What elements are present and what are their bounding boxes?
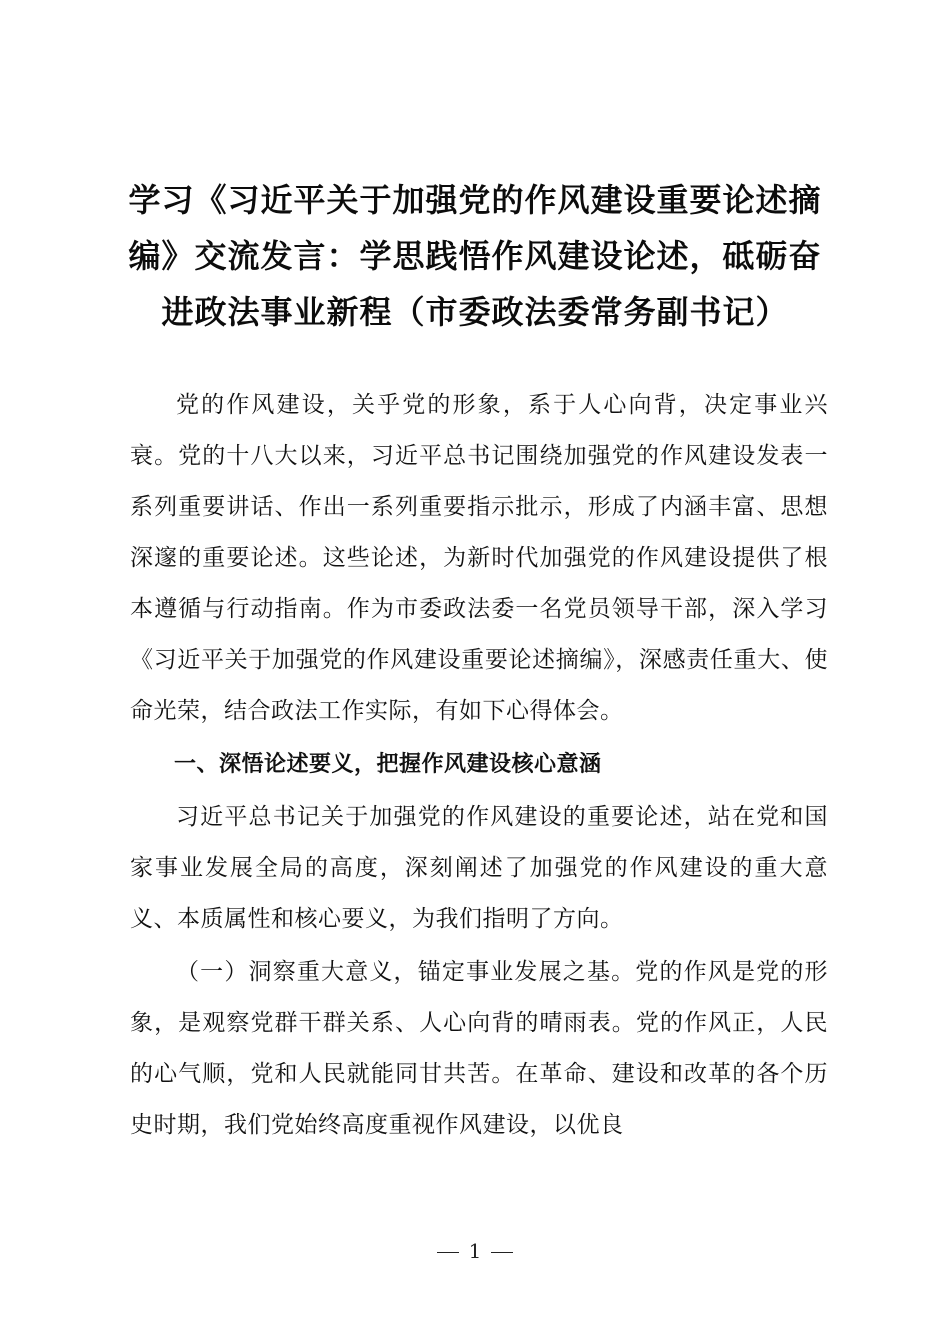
dash-right-icon — [491, 1252, 513, 1253]
section-heading: 一、深悟论述要义，把握作风建设核心意涵 — [174, 752, 602, 777]
intro-paragraph: 党的作风建设，关乎党的形象，系于人心向背，决定事业兴衰。党的十八大以来，习近平总书记围绕加强党的作风建设发表一系列重要讲话、作出一系列重要指示批示，形成了内涵丰富、思想深邃的重要论述。这些论述，为新时代加强党的作风建设提供了根本遵循与行动指南。作为市委政法委一名党员领导干部，深入学习《习近平关于加强党的作风建设重要论述摘编》，深感责任重大、使命光荣，结合政法工作实际，有如下心得体会。 — [130, 392, 828, 724]
dash-left-icon — [437, 1252, 459, 1253]
document-title: 学习《习近平关于加强党的作风建设重要论述摘编》交流发言：学思践悟作风建设论述，砥砺奋进政法事业新程（市委政法委常务副书记） — [128, 181, 822, 331]
body-paragraph: 习近平总书记关于加强党的作风建设的重要论述，站在党和国家事业发展全局的高度，深刻阐述了加强党的作风建设的重大意义、本质属性和核心要义，为我们指明了方向。 — [130, 804, 828, 932]
body-paragraph: （一）洞察重大意义，锚定事业发展之基。党的作风是党的形象，是观察党群干群关系、人心向背的晴雨表。党的作风正，人民的心气顺，党和人民就能同甘共苦。在革命、建设和改革的各个历史时期，我们党始终高度重视作风建设，以优良 — [130, 959, 828, 1138]
page-number: 1 — [468, 1239, 482, 1263]
page-footer — [0, 1236, 950, 1266]
document-body — [130, 380, 828, 1151]
